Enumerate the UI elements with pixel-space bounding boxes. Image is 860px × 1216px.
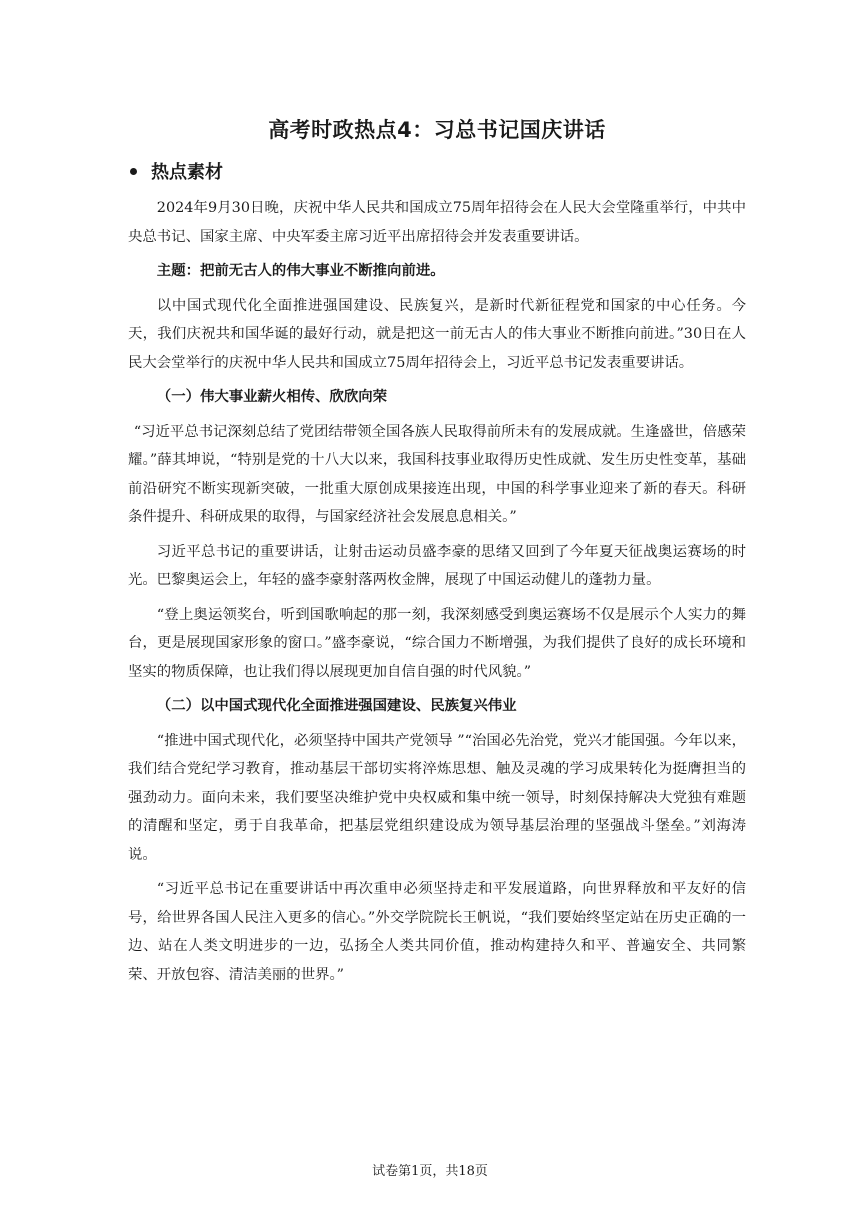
paragraph-central-task: 以中国式现代化全面推进强国建设、民族复兴，是新时代新征程党和国家的中心任务。今天，我们庆祝共和国华诞的最好行动，就是把这一前无古人的伟大事业不断推向前进。”30日在人民大会堂举行的庆祝中华人民共和国成立75周年招待会上，习近平总书记发表重要讲话。 xyxy=(128,297,746,371)
paragraph-sheng-lihao-1: 习近平总书记的重要讲话，让射击运动员盛李豪的思绪又回到了今年夏天征战奥运赛场的时光。巴黎奥运会上，年轻的盛李豪射落两枚金牌，展现了中国运动健儿的蓬勃力量。 xyxy=(128,543,746,588)
page-footer: 试卷第1页，共18页 xyxy=(372,1164,488,1179)
section-heading-text: 热点素材 xyxy=(151,162,223,183)
section-heading xyxy=(130,158,746,184)
theme-line: 主题：把前无古人的伟大事业不断推向前进。 xyxy=(156,263,445,279)
paragraph-sheng-lihao-2: “登上奥运领奖台，听到国歌响起的那一刻，我深刻感受到奥运赛场不仅是展示个人实力的舞台，更是展现国家形象的窗口。”盛李豪说，“综合国力不断增强，为我们提供了良好的成长环境和坚实的物质保障，也让我们得以展现更加自信自强的时代风貌。” xyxy=(128,606,746,680)
paragraph-liu-haitao: “推进中国式现代化，必须坚持中国共产党领导 ”“治国必先治党，党兴才能国强。今年以来，我们结合党纪学习教育，推动基层干部切实将淬炼思想、触及灵魂的学习成果转化为挺膺担当的强劲动力。面向未来，我们要坚决维护党中央权威和集中统一领导，时刻保持解决大党独有难题的清醒和坚定，勇于自我革命，把基层党组织建设成为领导基层治理的坚强战斗堡垒。”刘海涛说。 xyxy=(128,732,746,863)
bullet-icon xyxy=(130,168,137,175)
subheading-1: （一）伟大事业薪火相传、欣欣向荣 xyxy=(156,389,388,405)
document-title: 高考时政热点4：习总书记国庆讲话 xyxy=(268,118,606,142)
paragraph-intro: 2024年9月30日晚，庆祝中华人民共和国成立75周年招待会在人民大会堂隆重举行，中共中央总书记、国家主席、中央军委主席习近平出席招待会并发表重要讲话。 xyxy=(128,200,746,245)
paragraph-wang-fan: “习近平总书记在重要讲话中再次重申必须坚持走和平发展道路，向世界释放和平友好的信号，给世界各国人民注入更多的信心。”外交学院院长王帆说，“我们要始终坚定站在历史正确的一边、站在人类文明进步的一边，弘扬全人类共同价值，推动构建持久和平、普遍安全、共同繁荣、开放包容、清洁美丽的世界。” xyxy=(128,881,746,983)
paragraph-xue-qikun: “习近平总书记深刻总结了党团结带领全国各族人民取得前所未有的发展成就。生逢盛世，倍感荣耀。”薛其坤说，“特别是党的十八大以来，我国科技事业取得历史性成就、发生历史性变革，基础前沿研究不断实现新突破，一批重大原创成果接连出现，中国的科学事业迎来了新的春天。科研条件提升、科研成果的取得，与国家经济社会发展息息相关。” xyxy=(128,423,746,525)
subheading-2: （二）以中国式现代化全面推进强国建设、民族复兴伟业 xyxy=(156,698,517,714)
